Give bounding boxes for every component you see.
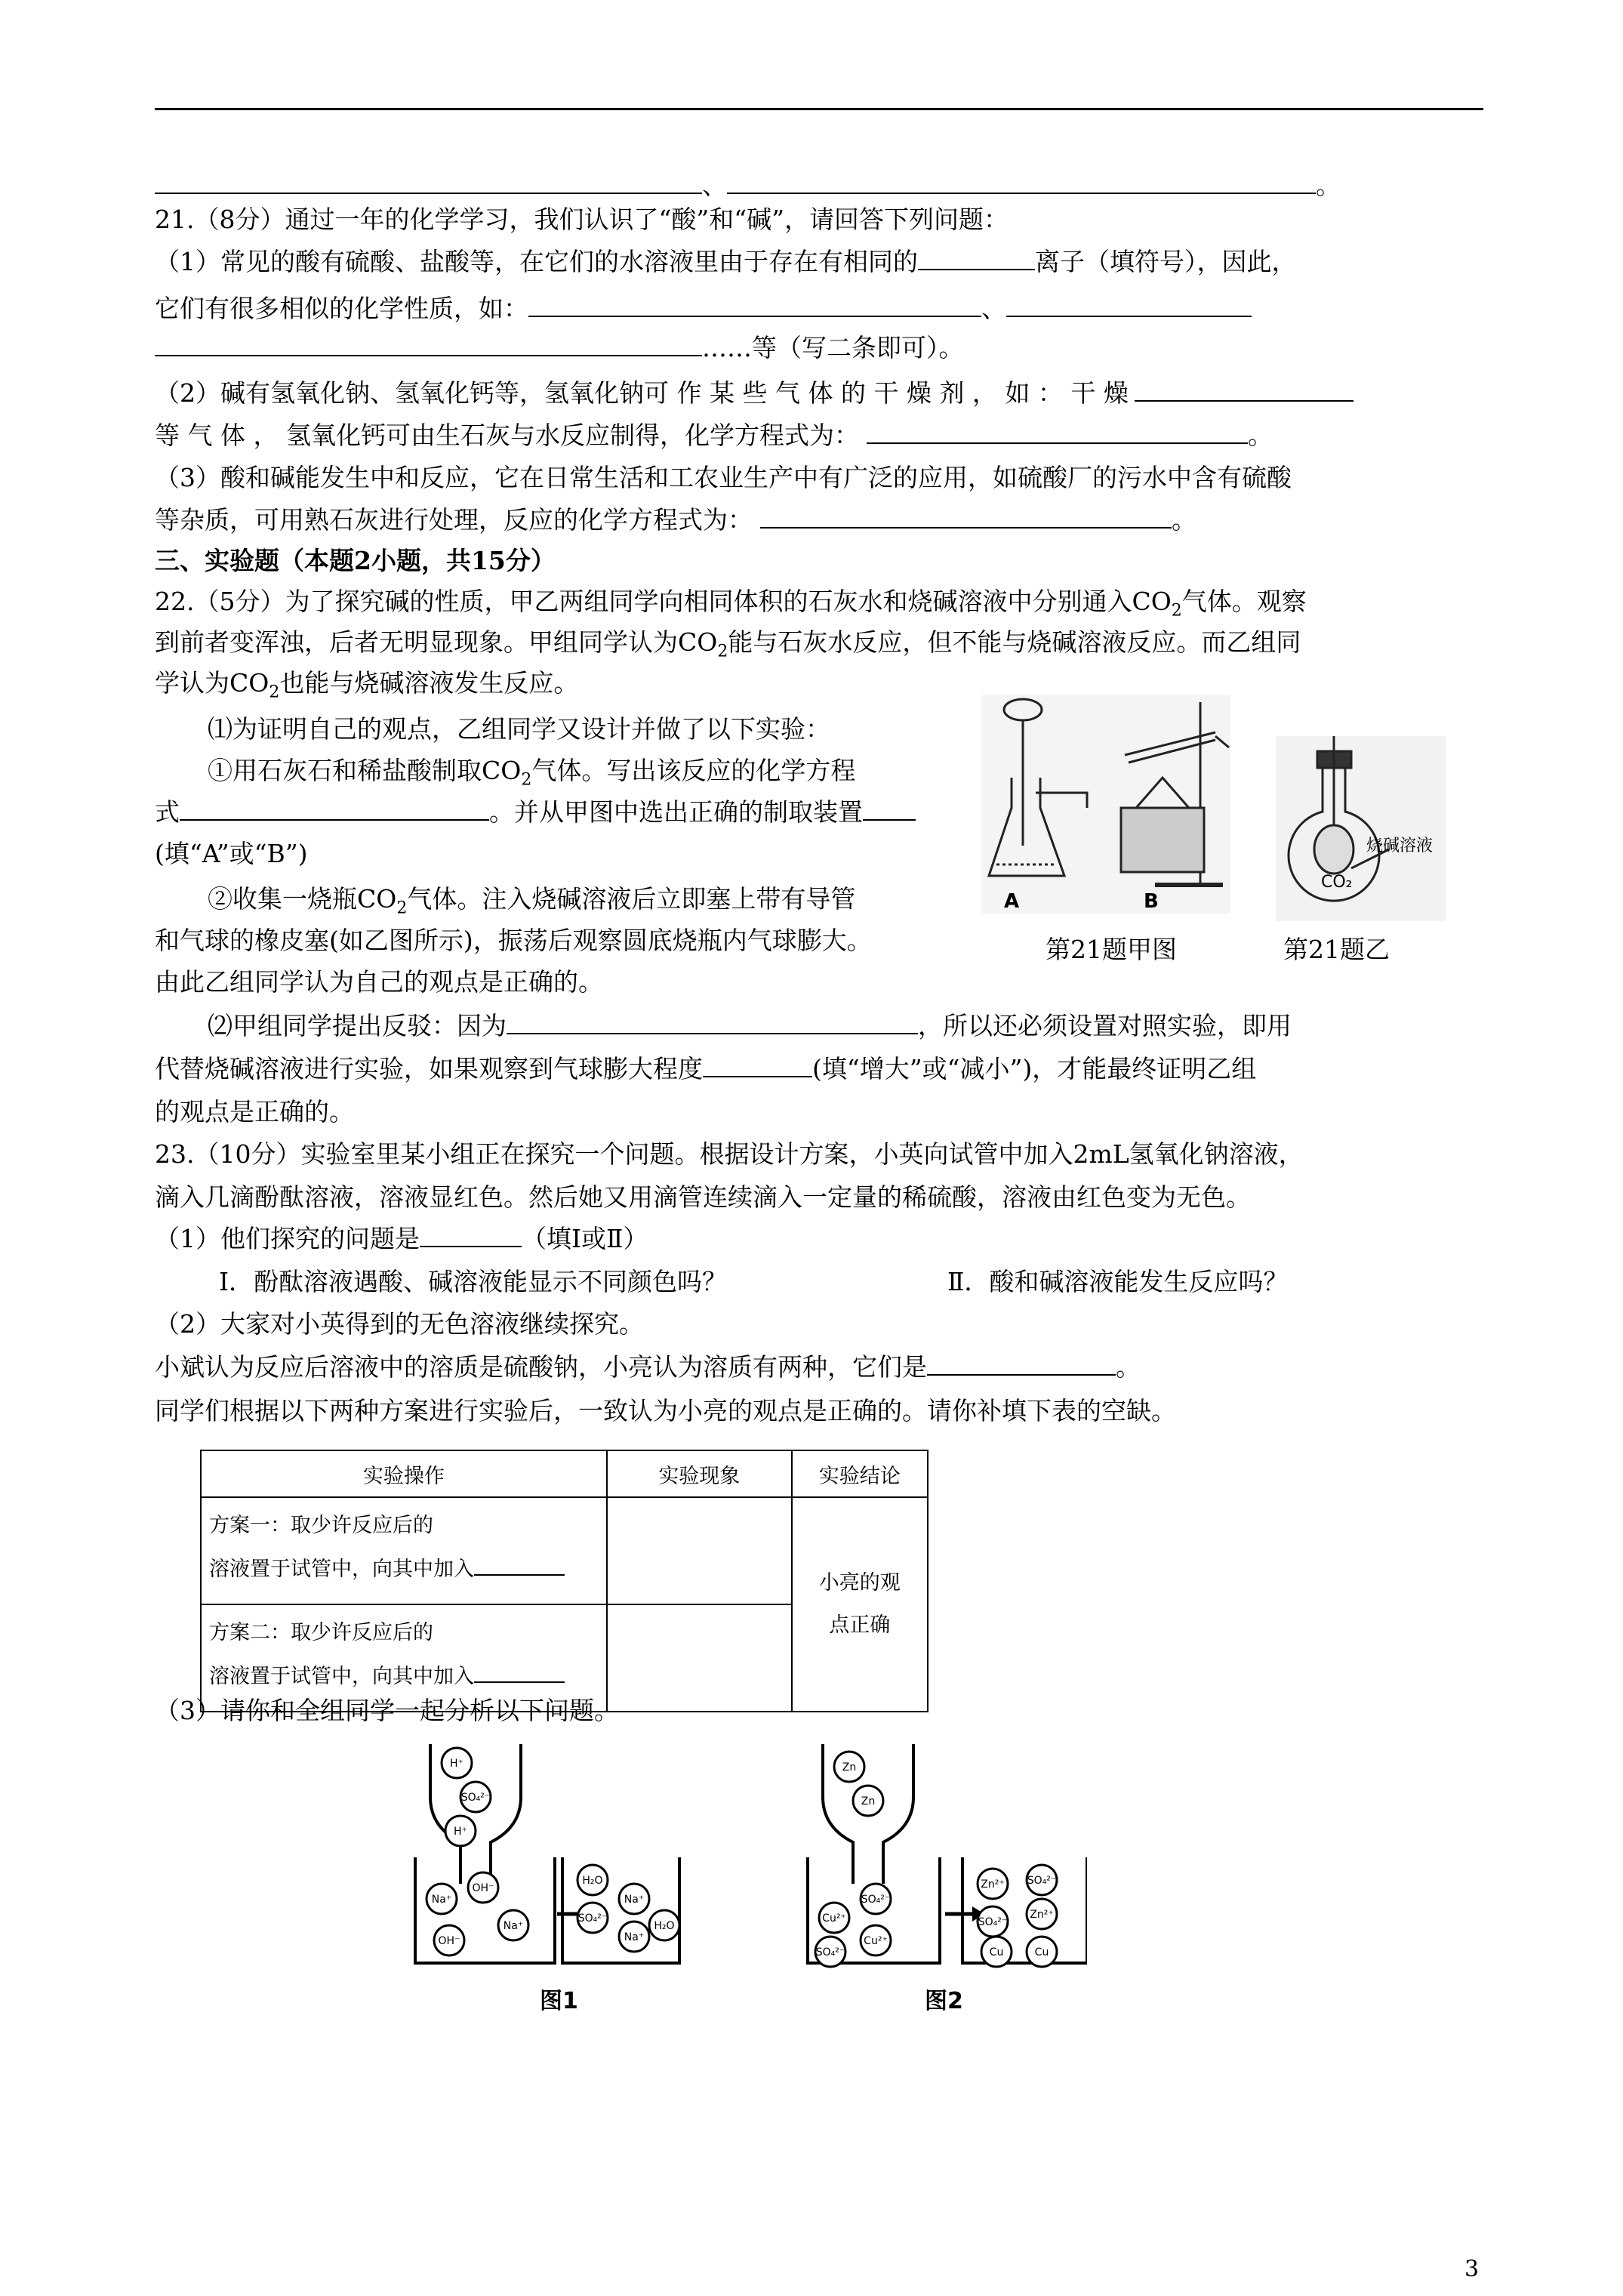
answer-blank[interactable] [1135,378,1354,402]
answer-blank[interactable] [1006,293,1252,317]
plan-2-cell: 方案二：取少许反应后的 溶液置于试管中，向其中加入 [201,1604,607,1712]
q22-i: 和气球的橡皮塞(如乙图所示)，振荡后观察圆底烧瓶内气球膨大。 [155,926,872,955]
q21-stem: 21.（8分）通过一年的化学学习，我们认识了“酸”和“碱”，请回答下列问题： [155,205,1009,234]
fig2-in-label: Zn [861,1795,876,1808]
label-co2: CO₂ [1321,873,1353,892]
q23-part2-b: 同学们根据以下两种方案进行实验后，一致认为小亮的观点是正确的。请你补填下表的空缺。 [155,1396,1176,1425]
q22-l: 代替烧碱溶液进行实验，如果观察到气球膨大程度 (填“增大”或“减小”)，才能最终证明乙组 [155,1054,1257,1083]
q22-b: 到前者变浑浊，后者无明显现象。甲组同学认为$CO_2$能与石灰水反应，但不能与烧碱溶液反应。而乙组同 [155,627,1301,661]
q22-k: ⑵甲组同学提出反驳：因为 ，所以还必须设置对照实验，即用 [208,1011,1292,1040]
fig1-right-label: Na⁺ [624,1894,645,1906]
fig2-left-label: Cu²⁺ [864,1935,888,1947]
label-b: B [1144,890,1159,913]
figure-1-caption: 图1 [540,1988,578,2014]
fig1-in-label: H⁺ [450,1758,463,1770]
answer-blank[interactable] [180,797,489,821]
section-3-heading: 三、实验题（本题2小题，共15分） [155,546,556,575]
answer-blank[interactable] [474,1662,565,1683]
fig1-left-label: Na⁺ [503,1920,524,1932]
fig2-left-label: SO₄²⁻ [861,1894,891,1906]
answer-blank[interactable] [918,246,1035,270]
header-rule [155,108,1483,110]
fig1-right-label: H₂O [582,1875,603,1887]
table-header-conclusion: 实验结论 [792,1450,928,1497]
label-a: A [1004,890,1020,913]
fig2-left-label: Cu²⁺ [822,1912,846,1925]
q23-b: 滴入几滴酚酞溶液，溶液显红色。然后她又用滴管连续滴入一定量的稀硫酸，溶液由红色变为无色。 [155,1182,1251,1212]
q23-part2: （2）大家对小英得到的无色溶液继续探究。 [155,1309,644,1339]
fig1-right-label: SO₄²⁻ [577,1912,608,1925]
table-header-phenomenon: 实验现象 [607,1450,792,1497]
q22-j: 由此乙组同学认为自己的观点是正确的。 [155,967,603,997]
plan-2-phenomenon-cell[interactable] [607,1604,792,1712]
fig1-in-label: SO₄²⁻ [460,1792,491,1804]
fig1-left-label: OH⁻ [438,1935,460,1947]
fig1-right-label: Na⁺ [624,1931,645,1943]
apparatus-figure-jia [981,695,1230,914]
fig1-left-label: OH⁻ [472,1882,494,1894]
answer-blank[interactable] [474,1555,565,1576]
answer-blank[interactable] [507,1010,918,1034]
q21-part2-b: 等 气 体 ， 氢氧化钙可由生石灰与水反应制得，化学方程式为： 。 [155,421,1273,450]
fig1-left-label: Na⁺ [431,1894,452,1906]
fig2-right-label: Cu [989,1946,1004,1959]
experiment-table [200,1450,929,1712]
answer-blank[interactable] [155,332,702,356]
apparatus-figure-yi [1276,736,1446,921]
label-naoh-solution: 烧碱溶液 [1366,837,1434,855]
page-number: 3 [1464,2256,1480,2282]
fig2-in-label: Zn [842,1761,857,1774]
q23-part1: （1）他们探究的问题是 （填Ⅰ或Ⅱ） [155,1224,648,1253]
q22-a: 22.（5分）为了探究碱的性质，甲乙两组同学向相同体积的石灰水和烧碱溶液中分别通入$CO_2$气体。观察 [155,587,1307,621]
q22-f: 式 。并从甲图中选出正确的制取装置 [155,797,916,828]
q21-part2-a: （2）碱有氢氧化钠、氢氧化钙等，氢氧化钠可 作 某 些 气 体 的 干 燥 剂 ， 如 ： 干 燥 [155,378,1354,409]
fig2-right-label: Cu [1034,1946,1049,1959]
q23-part3: （3）请你和全组同学一起分析以下问题。 [155,1696,619,1725]
fig2-right-label: SO₄²⁻ [1027,1875,1057,1887]
fig2-right-label: Zn²⁺ [1030,1909,1054,1921]
q22-g: (填“A”或“B”) [155,839,308,868]
q21-part1-d: ……等（写二条即可）。 [155,332,964,364]
figure-yi-caption: 第21题乙 [1283,935,1390,964]
figure-2-caption: 图2 [925,1988,963,2014]
answer-blank[interactable] [760,504,1172,529]
answer-blank[interactable] [703,1053,812,1077]
ion-diagram-1 [408,1737,694,2023]
figure-jia-caption: 第21题甲图 [1046,935,1177,964]
q22-m: 的观点是正确的。 [155,1097,354,1126]
fig1-right-label: H₂O [654,1920,675,1932]
q21-part1-a: （1）常见的酸有硫酸、盐酸等，在它们的水溶液里由于存在有相同的 离子（填符号），因此， [155,247,1297,276]
q23-a: 23.（10分）实验室里某小组正在探究一个问题。根据设计方案，小英向试管中加入2mL氢氧化钠溶液， [155,1139,1304,1169]
q22-c: 学认为$CO_2$也能与烧碱溶液发生反应。 [155,668,579,702]
ion-diagram-2 [800,1737,1087,2023]
q22-d: ⑴为证明自己的观点，乙组同学又设计并做了以下实验： [208,714,830,744]
q23-option-2: Ⅱ．酸和碱溶液能发生反应吗？ [947,1267,1289,1296]
q22-h: ②收集一烧瓶$CO_2$气体。注入烧碱溶液后立即塞上带有导管 [208,884,856,918]
continuation-line: 、 。 [155,170,1341,202]
fig2-left-label: SO₄²⁻ [815,1946,845,1959]
conclusion-cell: 小亮的观 点正确 [792,1497,928,1712]
q21-part3-b: 等杂质，可用熟石灰进行处理，反应的化学方程式为： 。 [155,505,1196,535]
q21-part3-a: （3）酸和碱能发生中和反应，它在日常生活和工农业生产中有广泛的应用，如硫酸厂的污水中含有硫酸 [155,463,1292,492]
answer-blank[interactable] [867,420,1248,444]
answer-blank[interactable] [863,797,916,821]
q23-option-1: Ⅰ．酚酞溶液遇酸、碱溶液能显示不同颜色吗？ [219,1267,728,1296]
answer-blank[interactable] [927,1351,1116,1376]
q21-part1-c: 它们有很多相似的化学性质，如： 、 [155,293,1252,325]
fig2-right-label: Zn²⁺ [981,1878,1005,1891]
answer-blank[interactable] [420,1223,522,1247]
fig1-in-label: H⁺ [454,1826,467,1838]
plan-1-cell: 方案一：取少许反应后的 溶液置于试管中，向其中加入 [201,1497,607,1604]
q23-part2-a: 小斌认为反应后溶液中的溶质是硫酸钠，小亮认为溶质有两种，它们是 。 [155,1352,1141,1382]
answer-blank[interactable] [528,293,981,317]
fig2-right-label: SO₄²⁻ [978,1916,1008,1928]
table-header-operation: 实验操作 [201,1450,607,1497]
plan-1-phenomenon-cell[interactable] [607,1497,792,1604]
q22-e: ①用石灰石和稀盐酸制取$CO_2$气体。写出该反应的化学方程 [208,756,856,790]
